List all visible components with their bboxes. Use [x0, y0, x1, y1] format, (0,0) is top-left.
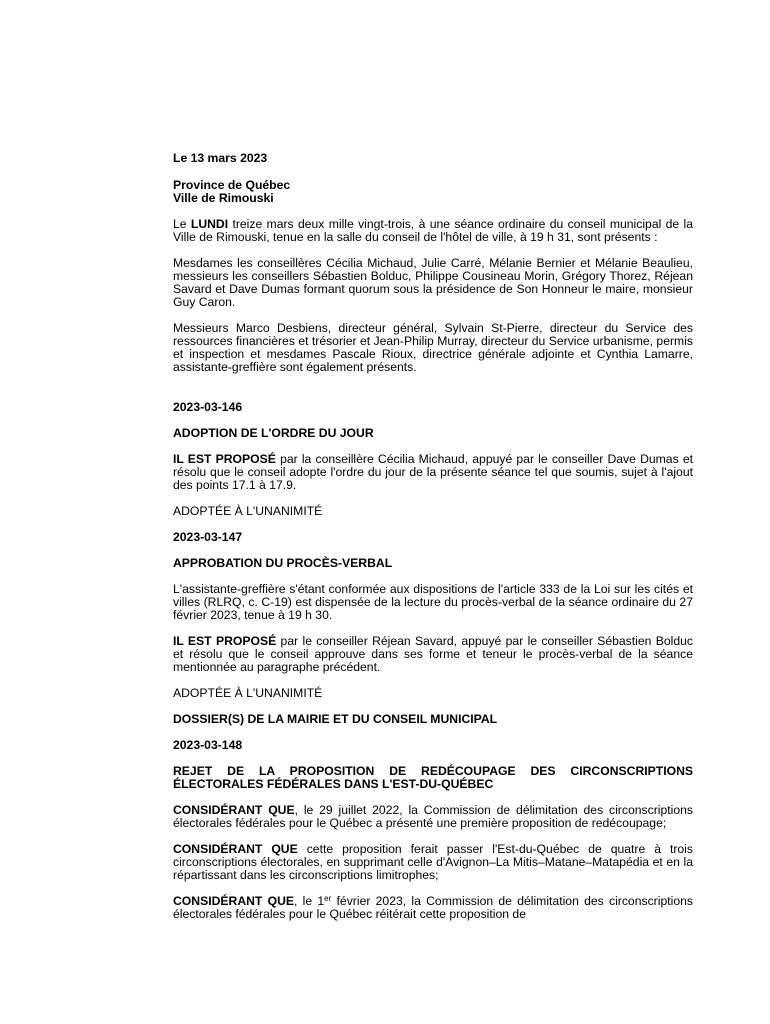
considering-paragraph-3: [173, 895, 693, 921]
present-council-paragraph: Mesdames les conseillères Cécilia Michaud, Julie Carré, Mélanie Bernier et Mélanie Beaulieu, messieurs les conseillers Sébastien Bolduc, Philippe Cousineau Morin, Grégory Thorez, Réjean Savard et Dave Dumas formant quorum sous la présidence de Son Honneur le maire, monsieur Guy Caron.: [173, 256, 693, 309]
resolution-text-147: [173, 635, 693, 674]
province-line: Province de Québec: [173, 178, 291, 192]
resolution-title-148: REJET DE LA PROPOSITION DE REDÉCOUPAGE DES CIRCONSCRIPTIONS ÉLECTORALES FÉDÉRALES DANS L'EST-DU-QUÉBEC: [173, 764, 693, 791]
present-staff-paragraph: Messieurs Marco Desbiens, directeur général, Sylvain St-Pierre, directeur du Service des ressources financières et trésorier et Jean-Philip Murray, directeur du Service urbanisme, permis et inspection et mesdames Pascale Rioux, directrice générale adjointe et Cynthia Lamarre, assistante-greffière sont également présents.: [173, 321, 693, 374]
resolution-title-147: APPROBATION DU PROCÈS-VERBAL: [173, 556, 393, 570]
city-line: Ville de Rimouski: [173, 191, 274, 205]
considering-paragraph-2: [173, 843, 693, 882]
intro-rest: treize mars deux mille vingt-trois, à une séance ordinaire du conseil municipal de la Ville de Rimouski, tenue en la salle du conseil de l'hôtel de ville, à 19 h 31, sont présents :: [173, 217, 693, 244]
considering-text: cette proposition ferait passer l'Est-du-Québec de quatre à trois circonscriptions électorales, en supprimant celle d'Avignon–La Mitis–Matane–Matapédia et en la répartissant dans les circonscriptions limitrophes;: [173, 842, 693, 882]
considering-text: , le 29 juillet 2022, la Commission de délimitation des circonscriptions électorales fédérales pour le Québec a présenté une première proposition de redécoupage;: [173, 803, 693, 830]
considering-text-start: , le 1: [294, 894, 325, 908]
resolution-preamble-147: L'assistante-greffière s'étant conformée aux dispositions de l'article 333 de la Loi sur les cités et villes (RLRQ, c. C-19) est dispensée de la lecture du procès-verbal de la séance ordinaire du 27 février 2023, tenue à 19 h 30.: [173, 582, 693, 622]
proposed-label: IL EST PROPOSÉ: [173, 452, 276, 466]
minutes-page: [173, 152, 693, 921]
proposed-label: IL EST PROPOSÉ: [173, 634, 277, 648]
resolution-number-148: 2023-03-148: [173, 738, 243, 752]
section-heading: DOSSIER(S) DE LA MAIRIE ET DU CONSEIL MUNICIPAL: [173, 712, 498, 726]
intro-prefix: Le: [173, 217, 191, 231]
ordinal-superscript: er: [324, 894, 332, 903]
adopted-line-146: ADOPTÉE À L'UNANIMITÉ: [173, 504, 323, 518]
adopted-line-147: ADOPTÉE À L'UNANIMITÉ: [173, 686, 323, 700]
location-block: [173, 179, 693, 205]
considering-paragraph-1: [173, 804, 693, 830]
considering-label: CONSIDÉRANT QUE: [173, 894, 295, 908]
considering-label: CONSIDÉRANT QUE: [173, 842, 298, 856]
resolution-text-146: [173, 453, 693, 492]
considering-label: CONSIDÉRANT QUE: [173, 803, 295, 817]
proposed-text: par la conseillère Cécilia Michaud, appuyé par le conseiller Dave Dumas et résolu que le conseil adopte l'ordre du jour de la présente séance tel que soumis, sujet à l'ajout des points 17.1 à 17.9.: [173, 452, 693, 492]
considering-text-end: février 2023, la Commission de délimitation des circonscriptions électorales fédérales pour le Québec réitérait cette proposition de: [173, 894, 693, 921]
proposed-text: par le conseiller Réjean Savard, appuyé par le conseiller Sébastien Bolduc et résolu que le conseil approuve dans ses forme et teneur le procès-verbal de la séance mentionnée au paragraphe précédent.: [173, 634, 693, 674]
resolution-number-146: 2023-03-146: [173, 400, 243, 414]
meeting-date: Le 13 mars 2023: [173, 151, 268, 165]
resolution-number-147: 2023-03-147: [173, 530, 243, 544]
resolution-title-146: ADOPTION DE L'ORDRE DU JOUR: [173, 426, 374, 440]
intro-day: LUNDI: [190, 217, 229, 231]
intro-paragraph: [173, 218, 693, 244]
